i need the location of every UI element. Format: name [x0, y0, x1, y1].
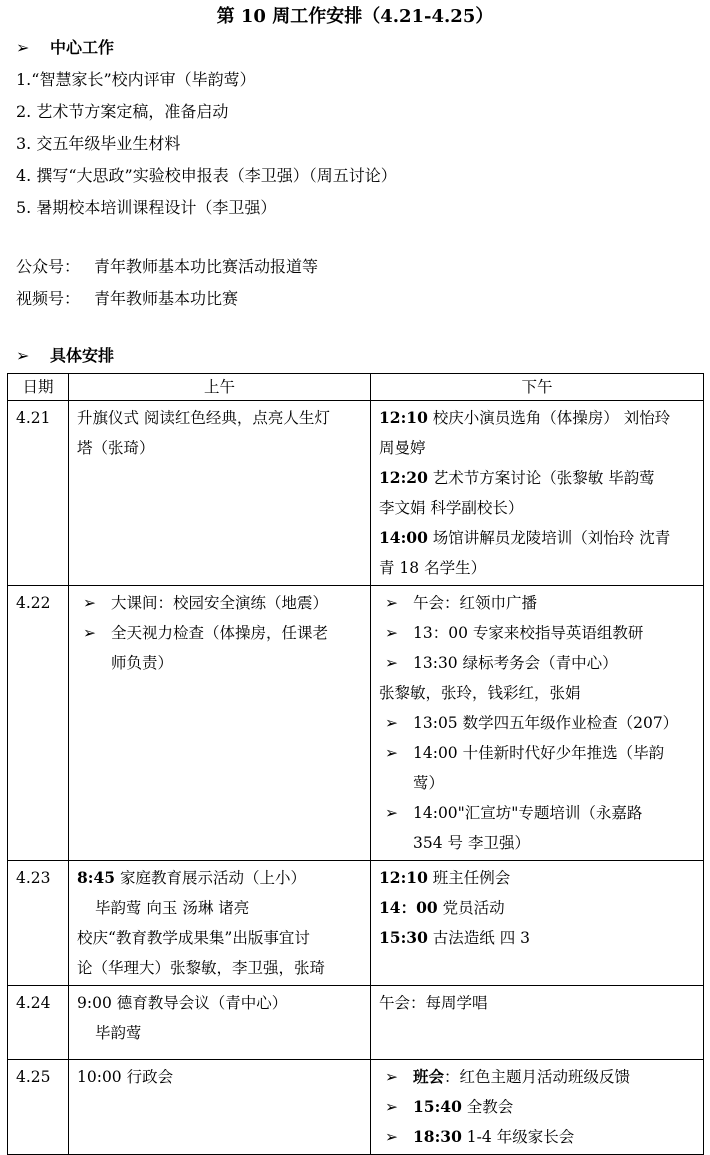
morning-cell [69, 861, 371, 986]
arrow-bullet-icon: ➢ [16, 38, 30, 57]
afternoon-cell [371, 861, 704, 986]
section-heading-schedule [16, 344, 114, 368]
schedule-table [7, 373, 704, 1155]
event-text: ：红色主题月活动班级反馈 [444, 1068, 631, 1086]
arrow-bullet-icon: ➢ [385, 594, 398, 612]
event-text: 午会：红领巾广播 [413, 594, 538, 612]
event-text: 古法造纸 四 3 [427, 929, 531, 947]
arrow-bullet-icon: ➢ [385, 654, 398, 672]
list-item: 5. 暑期校本培训课程设计（李卫强） [16, 198, 277, 217]
arrow-bullet-icon: ➢ [385, 744, 398, 762]
event-text: 论（华理大）张黎敏，李卫强，张琦 [77, 959, 326, 977]
header-date: 日期 [8, 374, 69, 401]
event-text: 午会：每周学唱 [379, 994, 488, 1012]
bullet-item [379, 1122, 697, 1152]
event-text: 10:00 行政会 [77, 1068, 174, 1086]
event-time: 14:00 [379, 528, 428, 547]
date-cell: 4.22 [8, 586, 69, 861]
event-time: 15:30 [379, 928, 428, 947]
date-cell: 4.23 [8, 861, 69, 986]
media-line-official-account [16, 255, 318, 279]
media-value: 青年教师基本功比赛 [94, 289, 239, 308]
event-text: 毕韵莺 [95, 1024, 142, 1042]
bullet-item [77, 588, 364, 618]
event-time: 18:30 [413, 1127, 462, 1146]
bullet-item [379, 588, 697, 618]
event-text: 全教会 [461, 1098, 514, 1116]
date-cell: 4.24 [8, 986, 69, 1060]
bullet-item [379, 1092, 697, 1122]
event-text: 青 18 名学生） [379, 559, 487, 577]
arrow-bullet-icon: ➢ [385, 1098, 398, 1116]
bullet-item [379, 1062, 697, 1092]
event-text: 艺术节方案讨论（张黎敏 毕韵莺 [427, 469, 655, 487]
bullet-item [379, 798, 697, 858]
arrow-bullet-icon: ➢ [385, 1068, 398, 1086]
bullet-item [379, 648, 697, 678]
afternoon-cell [371, 586, 704, 861]
afternoon-cell [371, 1060, 704, 1155]
event-text: 家庭教育展示活动（上小） [115, 869, 307, 887]
morning-cell [69, 1060, 371, 1155]
section-heading-label: 中心工作 [50, 38, 115, 57]
event-text: 毕韵莺 向玉 汤琳 诸亮 [95, 899, 250, 917]
event-text: 全天视力检查（体操房，任课老 [111, 624, 329, 642]
event-text: 354 号 李卫强） [413, 834, 530, 852]
event-time: 12:10 [379, 868, 428, 887]
table-row [8, 861, 704, 986]
media-line-video-account [16, 287, 238, 311]
arrow-bullet-icon: ➢ [385, 1128, 398, 1146]
bullet-item [379, 708, 697, 738]
event-time: 12:10 [379, 408, 428, 427]
event-text: 张黎敏，张玲，钱彩红，张娟 [379, 684, 581, 702]
media-label: 视频号： [16, 289, 81, 308]
event-time: 14：00 [379, 898, 438, 917]
morning-cell [69, 401, 371, 586]
event-text: 莺） [413, 774, 445, 792]
event-text: 14:00 十佳新时代好少年推选（毕韵 [413, 744, 665, 762]
media-value: 青年教师基本功比赛活动报道等 [94, 257, 319, 276]
header-morning: 上午 [69, 374, 371, 401]
morning-cell [69, 586, 371, 861]
arrow-bullet-icon: ➢ [16, 346, 30, 365]
event-text: 13：00 专家来校指导英语组教研 [413, 624, 644, 642]
arrow-bullet-icon: ➢ [83, 624, 96, 642]
list-item: 2. 艺术节方案定稿，准备启动 [16, 102, 229, 121]
event-text: 13:05 数学四五年级作业检查（207） [413, 714, 679, 732]
event-text: 13:30 绿标考务会（青中心） [413, 654, 618, 672]
list-item: 3. 交五年级毕业生材料 [16, 134, 181, 153]
table-row [8, 986, 704, 1060]
table-row [8, 1060, 704, 1155]
morning-line: 升旗仪式 阅读红色经典，点亮人生灯 [77, 409, 330, 427]
header-afternoon: 下午 [371, 374, 704, 401]
section-heading-label: 具体安排 [50, 346, 115, 365]
date-cell: 4.25 [8, 1060, 69, 1155]
event-text: 9:00 德育教导会议（青中心） [77, 994, 288, 1012]
event-text: 场馆讲解员龙陵培训（刘怡玲 沈青 [427, 529, 671, 547]
event-text: 班主任例会 [427, 869, 511, 887]
arrow-bullet-icon: ➢ [385, 714, 398, 732]
event-text: 校庆小演员选角（体操房） 刘怡玲 [427, 409, 671, 427]
media-label: 公众号： [16, 257, 81, 276]
table-row [8, 586, 704, 861]
event-text: 14:00"汇宣坊"专题培训（永嘉路 [413, 804, 643, 822]
list-item: 1.“智慧家长”校内评审（毕韵莺） [16, 70, 256, 89]
arrow-bullet-icon: ➢ [385, 804, 398, 822]
event-time: 8:45 [77, 868, 116, 887]
event-time: 12:20 [379, 468, 428, 487]
event-text: 师负责） [111, 654, 174, 672]
bullet-item [77, 618, 364, 678]
event-text: 1-4 年级家长会 [461, 1128, 575, 1146]
event-text: 李文娟 科学副校长） [379, 499, 524, 517]
afternoon-cell [371, 986, 704, 1060]
table-header-row [8, 374, 704, 401]
arrow-bullet-icon: ➢ [385, 624, 398, 642]
bullet-item [379, 618, 697, 648]
event-time: 15:40 [413, 1097, 462, 1116]
page-title: 第 10 周工作安排（4.21-4.25） [216, 6, 494, 27]
bullet-item [379, 738, 697, 798]
morning-line: 塔（张琦） [77, 439, 155, 457]
section-heading-center-work [16, 36, 114, 60]
event-time: 班会 [413, 1067, 445, 1086]
event-text: 周曼婷 [379, 439, 426, 457]
list-item: 4. 撰写“大思政”实验校申报表（李卫强）（周五讨论） [16, 166, 397, 185]
event-text: 大课间：校园安全演练（地震） [111, 594, 329, 612]
event-text: 党员活动 [437, 899, 505, 917]
morning-cell [69, 986, 371, 1060]
event-text: 校庆“教育教学成果集”出版事宜讨 [77, 929, 310, 947]
date-cell: 4.21 [8, 401, 69, 586]
afternoon-cell [371, 401, 704, 586]
arrow-bullet-icon: ➢ [83, 594, 96, 612]
table-row [8, 401, 704, 586]
